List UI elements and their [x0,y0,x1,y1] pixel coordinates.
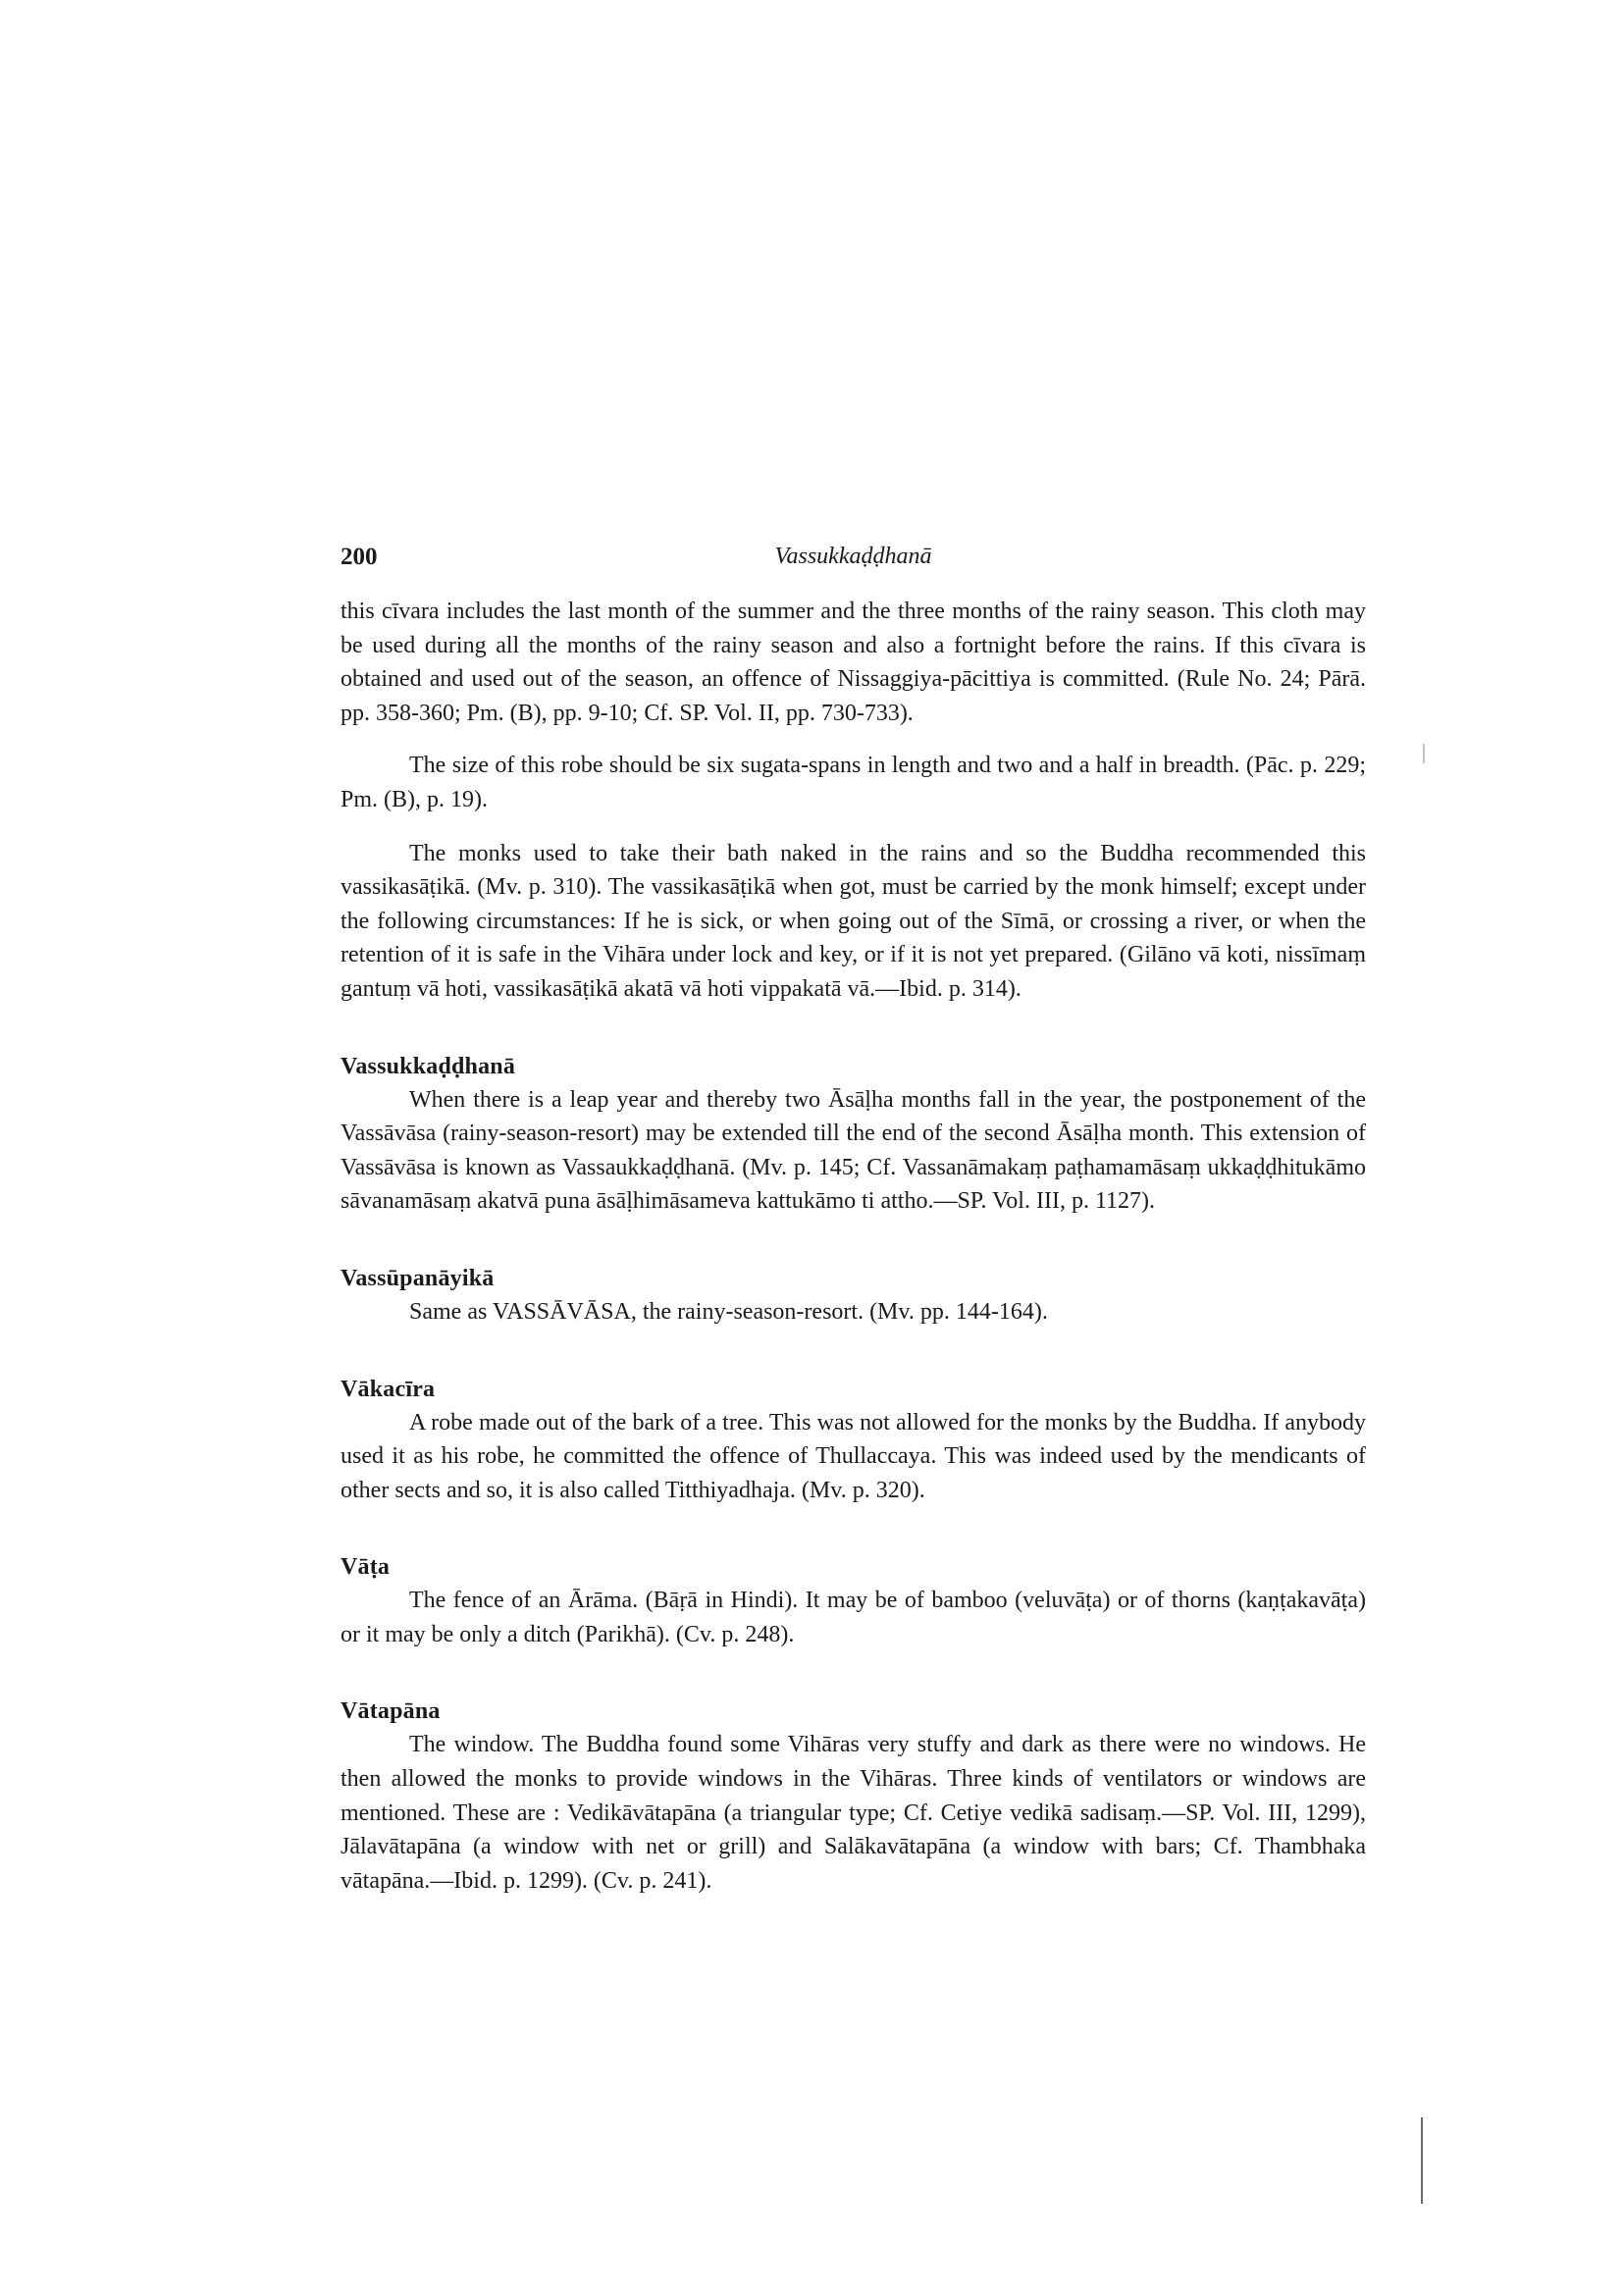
entry-text: The window. The Buddha found some Vihāras very stuffy and dark as there were no windows. He then allowed the monks to provide windows in the Vihāras. Three kinds of ventilators or windows are mentioned. These are : Vedikāvātapāna (a triangular type; Cf. Cetiye vedikā sadisaṃ.—SP. Vol. III, 1299), Jālavātapāna (a window with net or grill) and Salākavātapāna (a window with bars; Cf. Thambhaka vātapāna.—Ibid. p. 1299). (Cv. p. 241). [341,1732,1366,1894]
continued-paragraph: this cīvara includes the last month of the summer and the three months of the rainy season. This cloth may be used during all the months of the rainy season and also a fortnight before the rains. If this cīvara is obtained and used out of the season, an offence of Nissaggiya-pācittiya is committed. (Rule No. 24; Pārā. pp. 358-360; Pm. (B), pp. 9-10; Cf. SP. Vol. II, pp. 730-733). [341,599,1366,726]
running-head: Vassukkaḍḍhanā [774,544,932,569]
entry-vakacira [341,1373,1366,1508]
paragraph-robe-size: The size of this robe should be six sugata-spans in length and two and a half in breadth. (Pāc. p. 229; Pm. (B), p. 19). [341,753,1366,812]
entry-text: Same as VASSĀVĀSA, the rainy-season-resort. (Mv. pp. 144-164). [409,1298,1048,1325]
page-body [341,595,1366,1898]
entry-vatapana [341,1695,1366,1898]
paragraph-bath-cloth: The monks used to take their bath naked in the rains and so the Buddha recommended this vassikasāṭikā. (Mv. p. 310). The vassikasāṭikā when got, must be carried by the monk himself; except under the following circumstances: If he is sick, or when going out of the Sīmā, or crossing a river, or when the retention of it is safe in the Vihāra under lock and key, or if it is not yet prepared. (Gilāno vā koti, nissīmaṃ gantuṃ vā hoti, vassikasāṭikā akatā vā hoti vippakatā vā.—Ibid. p. 314). [341,840,1366,1002]
margin-scan-mark [1423,744,1425,763]
entry-text: The fence of an Ārāma. (Bāṛā in Hindi). It may be of bamboo (veluvāṭa) or of thorns (kaṇṭakavāṭa) or it may be only a ditch (Parikhā). (Cv. p. 248). [341,1588,1366,1647]
margin-scan-line [1421,2117,1423,2204]
entry-heading: Vākacīra [341,1376,436,1402]
entry-heading: Vassūpanāyikā [341,1265,495,1291]
entry-heading: Vāṭa [341,1554,391,1581]
entry-vassukkaddhana [341,1050,1366,1219]
page-header [341,544,1366,579]
page-number: 200 [341,544,378,570]
entry-text: When there is a leap year and thereby two Āsāḷha months fall in the year, the postponement of the Vassāvāsa (rainy-season-resort) may be extended till the end of the second Āsāḷha month. This extension of Vassāvāsa is known as Vassaukkaḍḍhanā. (Mv. p. 145; Cf. Vassanāmakaṃ paṭhamamāsaṃ ukkaḍḍhitukāmo sāvanamāsaṃ akatvā puna āsāḷhimāsameva kattukāmo ti attho.—SP. Vol. III, p. 1127). [341,1086,1366,1215]
entry-text: A robe made out of the bark of a tree. This was not allowed for the monks by the Buddha. If anybody used it as his robe, he committed the offence of Thullaccaya. This was indeed used by the mendicants of other sects and so, it is also called Titthiyadhaja. (Mv. p. 320). [341,1409,1366,1503]
entry-vata [341,1550,1366,1651]
entry-heading: Vātapāna [341,1698,441,1725]
entry-heading: Vassukkaḍḍhanā [341,1053,516,1079]
entry-vassupanayika [341,1262,1366,1330]
